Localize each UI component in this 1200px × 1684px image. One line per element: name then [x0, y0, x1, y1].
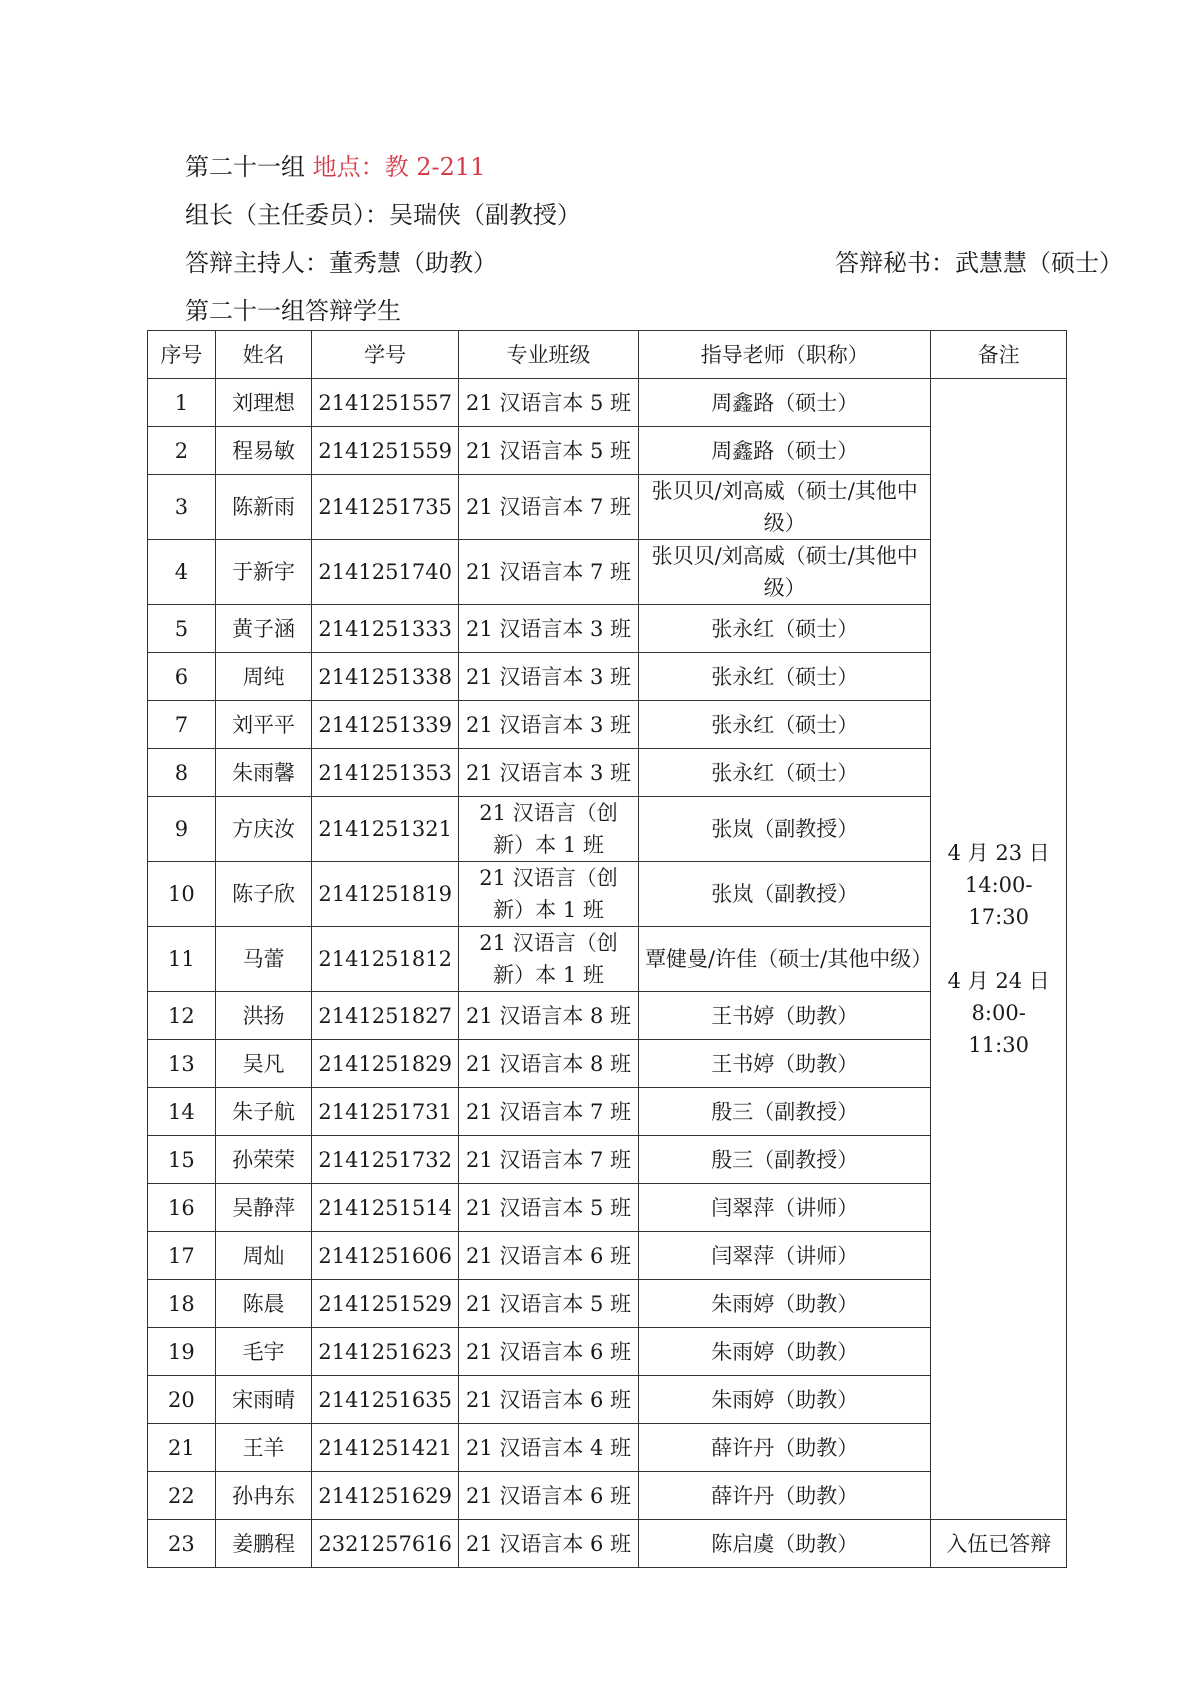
student-name-cell: 毛宇 — [215, 1328, 312, 1376]
row-number-cell: 2 — [148, 427, 216, 475]
advisor-cell: 陈启虞（助教） — [639, 1520, 931, 1568]
student-name-cell: 朱雨馨 — [215, 749, 312, 797]
student-id-cell: 2141251339 — [312, 701, 459, 749]
col-header-remark: 备注 — [931, 331, 1067, 379]
student-name-cell: 朱子航 — [215, 1088, 312, 1136]
row-number-cell: 16 — [148, 1184, 216, 1232]
schedule-day1-date: 4 月 23 日 — [947, 841, 1050, 865]
row-number-cell: 19 — [148, 1328, 216, 1376]
student-id-cell: 2141251321 — [312, 797, 459, 862]
advisor-cell: 薛许丹（助教） — [639, 1424, 931, 1472]
student-id-cell: 2141251735 — [312, 475, 459, 540]
row-number-cell: 9 — [148, 797, 216, 862]
table-row — [148, 1280, 1067, 1328]
table-header-row — [148, 331, 1067, 379]
table-row — [148, 1520, 1067, 1568]
col-header-name: 姓名 — [215, 331, 312, 379]
class-cell: 21 汉语言本 8 班 — [458, 992, 638, 1040]
student-id-cell: 2141251623 — [312, 1328, 459, 1376]
advisor-cell: 覃健曼/许佳（硕士/其他中级） — [639, 927, 931, 992]
class-cell: 21 汉语言本 3 班 — [458, 749, 638, 797]
student-id-cell: 2141251827 — [312, 992, 459, 1040]
table-row — [148, 862, 1067, 927]
table-row — [148, 475, 1067, 540]
student-id-cell: 2141251829 — [312, 1040, 459, 1088]
row-number-cell: 13 — [148, 1040, 216, 1088]
student-id-cell: 2141251557 — [312, 379, 459, 427]
student-name-cell: 洪扬 — [215, 992, 312, 1040]
row-number-cell: 18 — [148, 1280, 216, 1328]
table-row — [148, 1040, 1067, 1088]
advisor-cell: 王书婷（助教） — [639, 1040, 931, 1088]
table-row — [148, 927, 1067, 992]
col-header-no: 序号 — [148, 331, 216, 379]
student-id-cell: 2321257616 — [312, 1520, 459, 1568]
class-cell: 21 汉语言（创新）本 1 班 — [458, 927, 638, 992]
student-id-cell: 2141251812 — [312, 927, 459, 992]
advisor-cell: 王书婷（助教） — [639, 992, 931, 1040]
class-cell: 21 汉语言本 5 班 — [458, 1280, 638, 1328]
table-row — [148, 992, 1067, 1040]
table-row — [148, 797, 1067, 862]
table-row — [148, 379, 1067, 427]
advisor-cell: 张贝贝/刘高威（硕士/其他中级） — [639, 540, 931, 605]
leader-line: 组长（主任委员）：吴瑞侠（副教授） — [185, 201, 581, 229]
row-number-cell: 6 — [148, 653, 216, 701]
advisor-cell: 殷三（副教授） — [639, 1136, 931, 1184]
advisor-cell: 薛许丹（助教） — [639, 1472, 931, 1520]
student-name-cell: 孙冉东 — [215, 1472, 312, 1520]
staff-line — [185, 243, 1123, 278]
table-row — [148, 653, 1067, 701]
schedule-day1-end: 17:30 — [968, 905, 1029, 929]
col-header-student-id: 学号 — [312, 331, 459, 379]
student-name-cell: 马蕾 — [215, 927, 312, 992]
student-id-cell: 2141251732 — [312, 1136, 459, 1184]
advisor-cell: 周鑫路（硕士） — [639, 427, 931, 475]
class-cell: 21 汉语言本 3 班 — [458, 701, 638, 749]
row-number-cell: 15 — [148, 1136, 216, 1184]
student-name-cell: 方庆汝 — [215, 797, 312, 862]
student-name-cell: 程易敏 — [215, 427, 312, 475]
advisor-cell: 张永红（硕士） — [639, 653, 931, 701]
advisor-cell: 朱雨婷（助教） — [639, 1328, 931, 1376]
remark-cell: 入伍已答辩 — [931, 1520, 1067, 1568]
row-number-cell: 21 — [148, 1424, 216, 1472]
group-name: 第二十一组 — [185, 153, 305, 181]
student-name-cell: 陈晨 — [215, 1280, 312, 1328]
row-number-cell: 5 — [148, 605, 216, 653]
class-cell: 21 汉语言本 6 班 — [458, 1472, 638, 1520]
table-row — [148, 540, 1067, 605]
advisor-cell: 张永红（硕士） — [639, 605, 931, 653]
advisor-cell: 张永红（硕士） — [639, 701, 931, 749]
advisor-cell: 朱雨婷（助教） — [639, 1280, 931, 1328]
student-name-cell: 陈子欣 — [215, 862, 312, 927]
col-header-advisor: 指导老师（职称） — [639, 331, 931, 379]
schedule-day2-end: 11:30 — [968, 1033, 1029, 1057]
class-cell: 21 汉语言本 4 班 — [458, 1424, 638, 1472]
table-row — [148, 701, 1067, 749]
class-cell: 21 汉语言本 5 班 — [458, 1184, 638, 1232]
student-id-cell: 2141251629 — [312, 1472, 459, 1520]
student-id-cell: 2141251819 — [312, 862, 459, 927]
table-row — [148, 1136, 1067, 1184]
table-row — [148, 605, 1067, 653]
table-row — [148, 1232, 1067, 1280]
student-id-cell: 2141251731 — [312, 1088, 459, 1136]
class-cell: 21 汉语言本 5 班 — [458, 427, 638, 475]
students-title: 第二十一组答辩学生 — [185, 297, 401, 325]
student-name-cell: 刘平平 — [215, 701, 312, 749]
student-id-cell: 2141251606 — [312, 1232, 459, 1280]
table-row — [148, 427, 1067, 475]
row-number-cell: 3 — [148, 475, 216, 540]
student-id-cell: 2141251338 — [312, 653, 459, 701]
col-header-class: 专业班级 — [458, 331, 638, 379]
schedule-remark-cell — [931, 379, 1067, 1520]
table-row — [148, 1376, 1067, 1424]
student-name-cell: 吴凡 — [215, 1040, 312, 1088]
student-name-cell: 黄子涵 — [215, 605, 312, 653]
student-id-cell: 2141251559 — [312, 427, 459, 475]
student-name-cell: 孙荣荣 — [215, 1136, 312, 1184]
table-row — [148, 1088, 1067, 1136]
row-number-cell: 4 — [148, 540, 216, 605]
row-number-cell: 17 — [148, 1232, 216, 1280]
class-cell: 21 汉语言本 8 班 — [458, 1040, 638, 1088]
row-number-cell: 8 — [148, 749, 216, 797]
class-cell: 21 汉语言本 6 班 — [458, 1376, 638, 1424]
student-id-cell: 2141251514 — [312, 1184, 459, 1232]
student-id-cell: 2141251421 — [312, 1424, 459, 1472]
row-number-cell: 1 — [148, 379, 216, 427]
student-id-cell: 2141251353 — [312, 749, 459, 797]
class-cell: 21 汉语言本 6 班 — [458, 1232, 638, 1280]
advisor-cell: 张岚（副教授） — [639, 862, 931, 927]
advisor-cell: 周鑫路（硕士） — [639, 379, 931, 427]
table-row — [148, 1424, 1067, 1472]
class-cell: 21 汉语言本 5 班 — [458, 379, 638, 427]
schedule-spacer — [937, 933, 1060, 965]
student-name-cell: 陈新雨 — [215, 475, 312, 540]
host-label: 答辩主持人：董秀慧（助教） — [185, 249, 497, 277]
student-id-cell: 2141251529 — [312, 1280, 459, 1328]
table-row — [148, 1328, 1067, 1376]
student-name-cell: 周纯 — [215, 653, 312, 701]
student-id-cell: 2141251740 — [312, 540, 459, 605]
class-cell: 21 汉语言本 7 班 — [458, 475, 638, 540]
class-cell: 21 汉语言本 7 班 — [458, 540, 638, 605]
row-number-cell: 7 — [148, 701, 216, 749]
secretary-label: 答辩秘书：武慧慧（硕士） — [835, 249, 1123, 277]
student-name-cell: 周灿 — [215, 1232, 312, 1280]
class-cell: 21 汉语言本 6 班 — [458, 1328, 638, 1376]
class-cell: 21 汉语言本 7 班 — [458, 1136, 638, 1184]
student-id-cell: 2141251635 — [312, 1376, 459, 1424]
class-cell: 21 汉语言本 3 班 — [458, 605, 638, 653]
row-number-cell: 11 — [148, 927, 216, 992]
schedule-day1-start: 14:00- — [964, 873, 1033, 897]
class-cell: 21 汉语言本 3 班 — [458, 653, 638, 701]
class-cell: 21 汉语言本 7 班 — [458, 1088, 638, 1136]
row-number-cell: 23 — [148, 1520, 216, 1568]
advisor-cell: 殷三（副教授） — [639, 1088, 931, 1136]
schedule-day2-start: 8:00- — [971, 1001, 1026, 1025]
table-body — [148, 379, 1067, 1568]
row-number-cell: 12 — [148, 992, 216, 1040]
table-row — [148, 1184, 1067, 1232]
advisor-cell: 张贝贝/刘高威（硕士/其他中级） — [639, 475, 931, 540]
advisor-cell: 闫翠萍（讲师） — [639, 1184, 931, 1232]
row-number-cell: 10 — [148, 862, 216, 927]
class-cell: 21 汉语言（创新）本 1 班 — [458, 797, 638, 862]
row-number-cell: 14 — [148, 1088, 216, 1136]
advisor-cell: 闫翠萍（讲师） — [639, 1232, 931, 1280]
student-id-cell: 2141251333 — [312, 605, 459, 653]
defense-student-table — [147, 330, 1067, 1568]
student-name-cell: 刘理想 — [215, 379, 312, 427]
advisor-cell: 张岚（副教授） — [639, 797, 931, 862]
schedule-day2-date: 4 月 24 日 — [947, 969, 1050, 993]
student-name-cell: 宋雨晴 — [215, 1376, 312, 1424]
advisor-cell: 张永红（硕士） — [639, 749, 931, 797]
row-number-cell: 22 — [148, 1472, 216, 1520]
table-row — [148, 749, 1067, 797]
group-heading — [185, 147, 485, 182]
advisor-cell: 朱雨婷（助教） — [639, 1376, 931, 1424]
class-cell: 21 汉语言（创新）本 1 班 — [458, 862, 638, 927]
student-name-cell: 吴静萍 — [215, 1184, 312, 1232]
student-name-cell: 姜鹏程 — [215, 1520, 312, 1568]
student-name-cell: 于新宇 — [215, 540, 312, 605]
location-label: 地点：教 2-211 — [312, 153, 486, 181]
class-cell: 21 汉语言本 6 班 — [458, 1520, 638, 1568]
student-name-cell: 王羊 — [215, 1424, 312, 1472]
row-number-cell: 20 — [148, 1376, 216, 1424]
table-row — [148, 1472, 1067, 1520]
